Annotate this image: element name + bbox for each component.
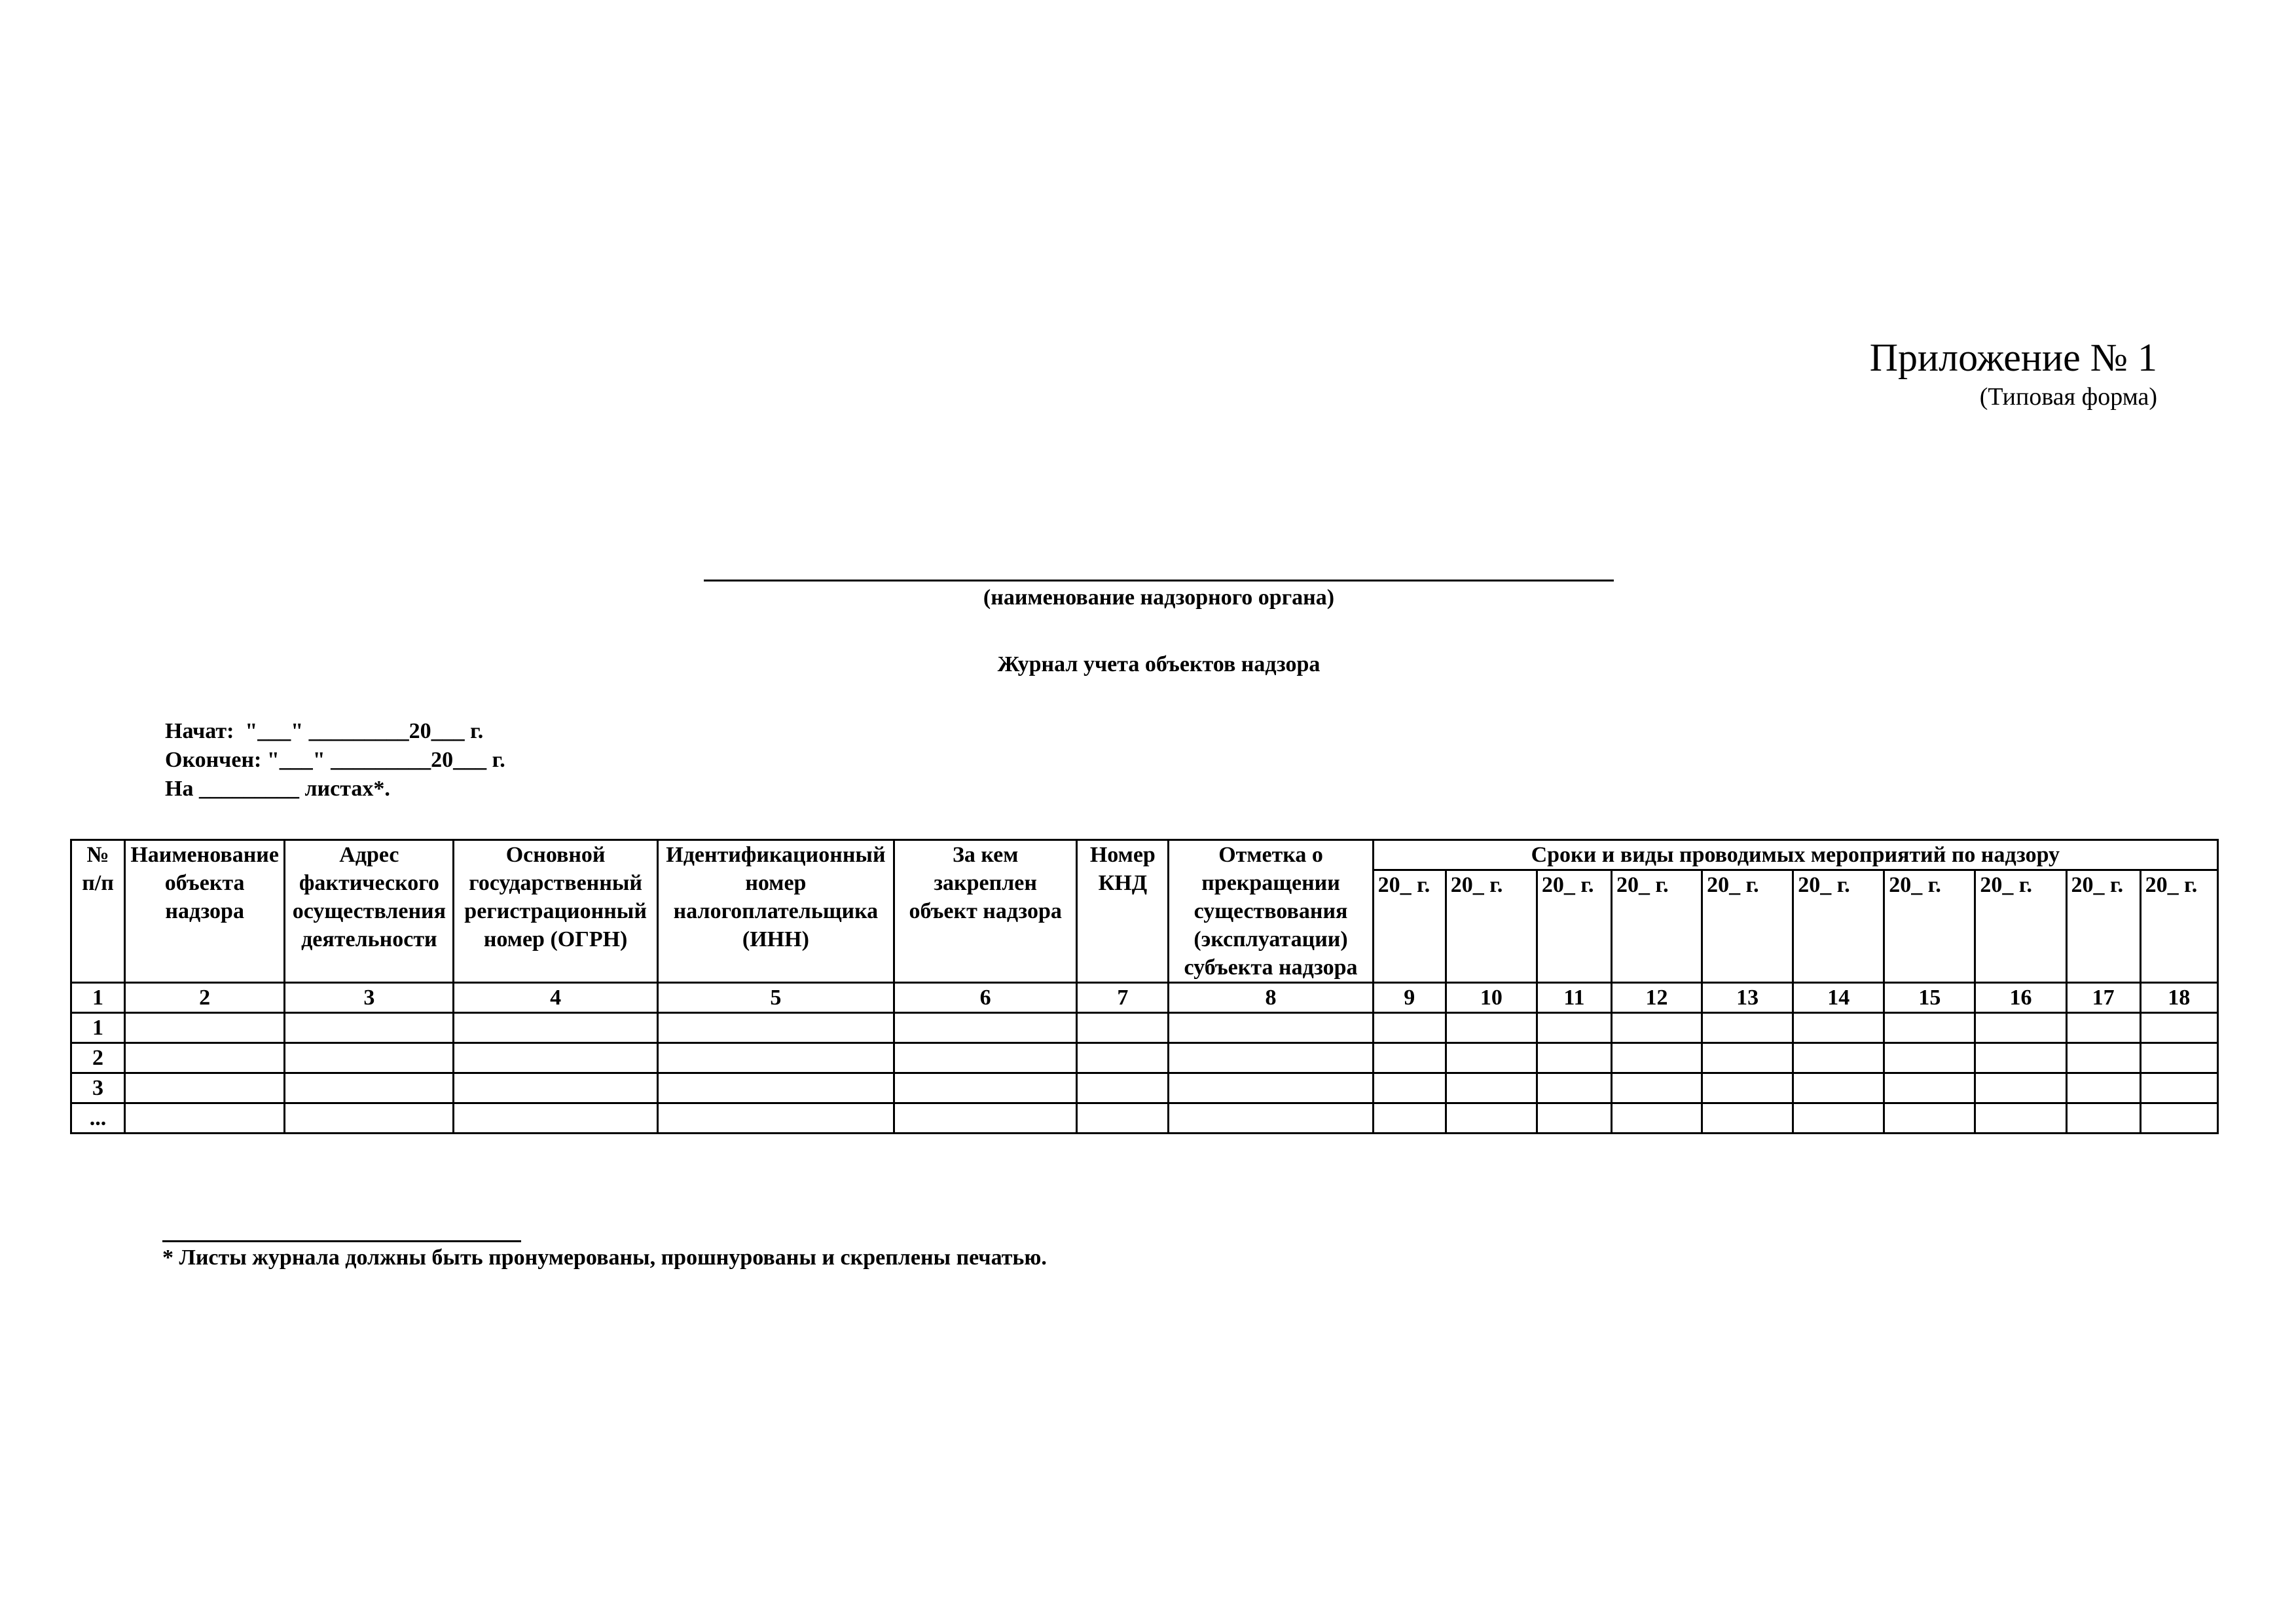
column-number-15: 15 bbox=[1884, 983, 1975, 1013]
row-number: ... bbox=[71, 1103, 125, 1134]
year-cell-10: 20_ г. bbox=[1446, 870, 1537, 983]
table-cell[interactable] bbox=[1446, 1043, 1537, 1073]
year-cell-11: 20_ г. bbox=[1537, 870, 1611, 983]
column-number-8: 8 bbox=[1169, 983, 1373, 1013]
appendix-title: Приложение № 1 bbox=[1869, 336, 2157, 379]
header-line: государственный bbox=[469, 871, 642, 895]
table-cell[interactable] bbox=[1884, 1073, 1975, 1103]
column-number-1: 1 bbox=[71, 983, 125, 1013]
table-cell[interactable] bbox=[285, 1103, 454, 1134]
table-cell[interactable] bbox=[1611, 1013, 1702, 1043]
col-header-8 bbox=[1169, 840, 1373, 983]
table-cell[interactable] bbox=[2066, 1073, 2140, 1103]
org-name-caption: (наименование надзорного органа) bbox=[983, 585, 1335, 610]
table-cell[interactable] bbox=[1446, 1103, 1537, 1134]
year-cell-9: 20_ г. bbox=[1373, 870, 1446, 983]
table-cell[interactable] bbox=[2140, 1073, 2217, 1103]
table-cell[interactable] bbox=[1793, 1073, 1884, 1103]
table-cell[interactable] bbox=[2140, 1103, 2217, 1134]
header-line: надзора bbox=[165, 899, 244, 923]
header-line: (эксплуатации) bbox=[1194, 927, 1348, 951]
table-cell[interactable] bbox=[454, 1043, 657, 1073]
table-cell[interactable] bbox=[1169, 1073, 1373, 1103]
table-cell[interactable] bbox=[1884, 1013, 1975, 1043]
year-cell-12: 20_ г. bbox=[1611, 870, 1702, 983]
table-cell[interactable] bbox=[1077, 1103, 1169, 1134]
table-cell[interactable] bbox=[1373, 1073, 1446, 1103]
column-number-16: 16 bbox=[1975, 983, 2066, 1013]
appendix-subtitle: (Типовая форма) bbox=[1979, 383, 2157, 411]
header-line: деятельности bbox=[301, 927, 437, 951]
header-line: Номер bbox=[1089, 843, 1156, 867]
header-line: налогоплательщика bbox=[673, 899, 879, 923]
year-cell-13: 20_ г. bbox=[1702, 870, 1793, 983]
table-cell[interactable] bbox=[1975, 1043, 2066, 1073]
column-number-11: 11 bbox=[1537, 983, 1611, 1013]
footnote: * Листы журнала должны быть пронумерованы, прошнурованы и скреплены печатью. bbox=[162, 1246, 1047, 1270]
table-cell[interactable] bbox=[125, 1013, 285, 1043]
table-cell[interactable] bbox=[1793, 1043, 1884, 1073]
table-cell[interactable] bbox=[2140, 1013, 2217, 1043]
finished-date-line: Окончен: "___" _________20___ г. bbox=[165, 748, 505, 772]
year-cell-17: 20_ г. bbox=[2066, 870, 2140, 983]
table-cell[interactable] bbox=[454, 1013, 657, 1043]
table-cell[interactable] bbox=[1446, 1013, 1537, 1043]
started-date-line: Начат: "___" _________20___ г. bbox=[165, 719, 484, 743]
table-cell[interactable] bbox=[2066, 1043, 2140, 1073]
table-cell[interactable] bbox=[1537, 1073, 1611, 1103]
table-cell[interactable] bbox=[454, 1103, 657, 1134]
column-number-10: 10 bbox=[1446, 983, 1537, 1013]
table-cell[interactable] bbox=[657, 1103, 894, 1134]
table-cell[interactable] bbox=[2140, 1043, 2217, 1073]
table-row bbox=[71, 1043, 2218, 1073]
table-cell[interactable] bbox=[1793, 1013, 1884, 1043]
header-line: № bbox=[86, 843, 109, 867]
header-line: фактического bbox=[299, 871, 439, 895]
column-number-5: 5 bbox=[657, 983, 894, 1013]
header-line: Идентификационный bbox=[666, 843, 886, 867]
table-cell[interactable] bbox=[1793, 1103, 1884, 1134]
table-cell[interactable] bbox=[1077, 1043, 1169, 1073]
col-header-7 bbox=[1077, 840, 1169, 983]
table-cell[interactable] bbox=[1446, 1073, 1537, 1103]
table-cell[interactable] bbox=[1702, 1043, 1793, 1073]
table-cell[interactable] bbox=[125, 1073, 285, 1103]
table-cell[interactable] bbox=[657, 1043, 894, 1073]
header-line: номер bbox=[745, 871, 807, 895]
header-line: Адрес bbox=[339, 843, 399, 867]
table-cell[interactable] bbox=[1537, 1103, 1611, 1134]
col-header-6 bbox=[894, 840, 1077, 983]
table-cell[interactable] bbox=[1611, 1043, 1702, 1073]
col-header-5 bbox=[657, 840, 894, 983]
table-cell[interactable] bbox=[1077, 1073, 1169, 1103]
journal-table bbox=[70, 839, 2219, 1134]
table-row bbox=[71, 1073, 2218, 1103]
year-cell-18: 20_ г. bbox=[2140, 870, 2217, 983]
table-cell[interactable] bbox=[1702, 1073, 1793, 1103]
header-line: За кем bbox=[952, 843, 1019, 867]
table-cell[interactable] bbox=[1611, 1103, 1702, 1134]
table-header-row bbox=[71, 840, 2218, 870]
table-cell[interactable] bbox=[657, 1013, 894, 1043]
table-cell[interactable] bbox=[1975, 1013, 2066, 1043]
footnote-separator bbox=[162, 1240, 521, 1242]
group-header: Сроки и виды проводимых мероприятий по надзору bbox=[1373, 840, 2217, 870]
header-line: Основной bbox=[505, 843, 606, 867]
table-cell[interactable] bbox=[1975, 1103, 2066, 1134]
table-cell[interactable] bbox=[1169, 1043, 1373, 1073]
org-name-line bbox=[704, 580, 1614, 581]
year-cell-15: 20_ г. bbox=[1884, 870, 1975, 983]
table-cell[interactable] bbox=[285, 1073, 454, 1103]
column-number-13: 13 bbox=[1702, 983, 1793, 1013]
table-cell[interactable] bbox=[1537, 1043, 1611, 1073]
table-cell[interactable] bbox=[454, 1073, 657, 1103]
header-line: (ИНН) bbox=[742, 927, 809, 951]
column-number-3: 3 bbox=[285, 983, 454, 1013]
year-cell-14: 20_ г. bbox=[1793, 870, 1884, 983]
table-cell[interactable] bbox=[125, 1043, 285, 1073]
header-line: субъекта надзора bbox=[1184, 955, 1358, 980]
table-cell[interactable] bbox=[1373, 1013, 1446, 1043]
header-line: закреплен bbox=[934, 871, 1037, 895]
table-cell[interactable] bbox=[2066, 1013, 2140, 1043]
column-number-12: 12 bbox=[1611, 983, 1702, 1013]
header-line: прекращении bbox=[1201, 871, 1340, 895]
column-number-row bbox=[71, 983, 2218, 1013]
row-number: 2 bbox=[71, 1043, 125, 1073]
table-cell[interactable] bbox=[1077, 1013, 1169, 1043]
column-number-7: 7 bbox=[1077, 983, 1169, 1013]
header-line: объект надзора bbox=[909, 899, 1062, 923]
header-line: Отметка о bbox=[1218, 843, 1323, 867]
table-cell[interactable] bbox=[1702, 1013, 1793, 1043]
column-number-9: 9 bbox=[1373, 983, 1446, 1013]
row-number: 3 bbox=[71, 1073, 125, 1103]
header-line: Наименование bbox=[130, 843, 279, 867]
column-number-4: 4 bbox=[454, 983, 657, 1013]
year-cell-16: 20_ г. bbox=[1975, 870, 2066, 983]
table-cell[interactable] bbox=[1169, 1013, 1373, 1043]
table-cell[interactable] bbox=[1975, 1073, 2066, 1103]
col-header-3 bbox=[285, 840, 454, 983]
table-cell[interactable] bbox=[2066, 1103, 2140, 1134]
column-number-17: 17 bbox=[2066, 983, 2140, 1013]
table-cell[interactable] bbox=[894, 1013, 1077, 1043]
row-number: 1 bbox=[71, 1013, 125, 1043]
column-number-14: 14 bbox=[1793, 983, 1884, 1013]
sheets-count-line: На _________ листах*. bbox=[165, 777, 390, 801]
table-cell[interactable] bbox=[1373, 1103, 1446, 1134]
header-line: номер (ОГРН) bbox=[483, 927, 628, 951]
header-line: п/п bbox=[82, 871, 114, 895]
column-number-18: 18 bbox=[2140, 983, 2217, 1013]
table-cell[interactable] bbox=[285, 1013, 454, 1043]
header-line: осуществления bbox=[292, 899, 446, 923]
table-cell[interactable] bbox=[1373, 1043, 1446, 1073]
journal-title: Журнал учета объектов надзора bbox=[997, 652, 1321, 676]
table-cell[interactable] bbox=[1702, 1103, 1793, 1134]
col-header-1 bbox=[71, 840, 125, 983]
table-cell[interactable] bbox=[1611, 1073, 1702, 1103]
table-cell[interactable] bbox=[894, 1103, 1077, 1134]
table-cell[interactable] bbox=[1884, 1043, 1975, 1073]
table-cell[interactable] bbox=[1884, 1103, 1975, 1134]
table-cell[interactable] bbox=[894, 1043, 1077, 1073]
header-line: объекта bbox=[164, 871, 245, 895]
table-row bbox=[71, 1013, 2218, 1043]
header-line: существования bbox=[1194, 899, 1348, 923]
column-number-2: 2 bbox=[125, 983, 285, 1013]
table-row bbox=[71, 1103, 2218, 1134]
table-cell[interactable] bbox=[1537, 1013, 1611, 1043]
header-line: КНД bbox=[1098, 871, 1148, 895]
header-line: регистрационный bbox=[464, 899, 647, 923]
col-header-2 bbox=[125, 840, 285, 983]
col-header-4 bbox=[454, 840, 657, 983]
table-cell[interactable] bbox=[894, 1073, 1077, 1103]
table-cell[interactable] bbox=[285, 1043, 454, 1073]
table-cell[interactable] bbox=[657, 1073, 894, 1103]
column-number-6: 6 bbox=[894, 983, 1077, 1013]
table-cell[interactable] bbox=[125, 1103, 285, 1134]
table-cell[interactable] bbox=[1169, 1103, 1373, 1134]
